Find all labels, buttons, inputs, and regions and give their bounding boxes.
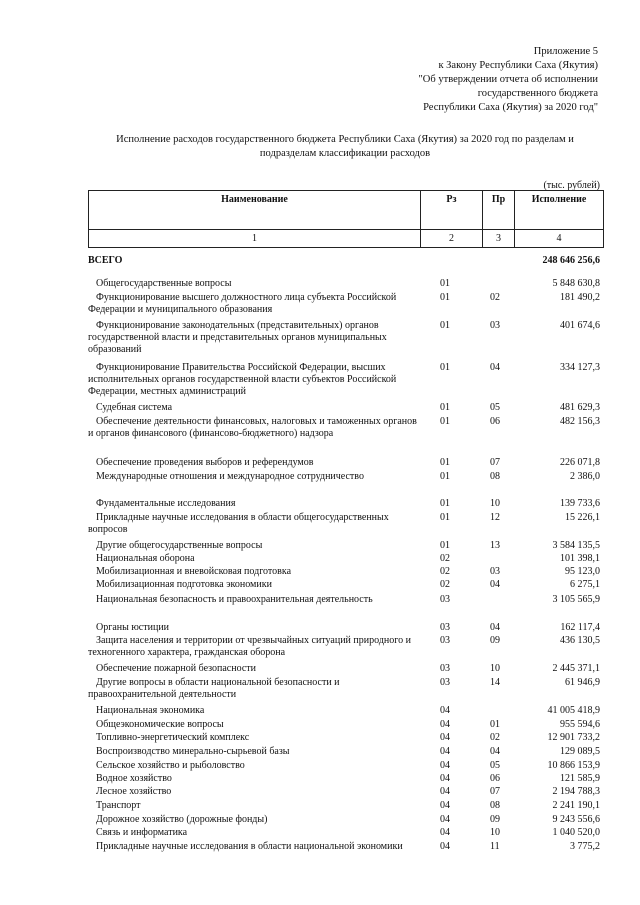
row-value: 334 127,3 bbox=[560, 362, 600, 373]
row-name: Международные отношения и международное сотрудничество bbox=[96, 471, 364, 482]
row-section-code: 01 bbox=[440, 540, 450, 551]
appendix-line: "Об утверждении отчета об исполнении bbox=[418, 74, 598, 85]
row-subsection-code: 10 bbox=[490, 827, 500, 838]
row-value: 2 241 190,1 bbox=[552, 800, 600, 811]
row-name: Судебная система bbox=[96, 402, 173, 413]
row-name: Защита населения и территории от чрезвычайных ситуаций природного и техногенного характера, гражданская оборона bbox=[88, 635, 411, 658]
row-value: 436 130,5 bbox=[560, 635, 600, 646]
row-subsection-code: 08 bbox=[490, 800, 500, 811]
row-name: Общегосударственные вопросы bbox=[96, 278, 232, 289]
document-title: Исполнение расходов государственного бюджета Республики Саха (Якутия) за 2020 год по разделам и подразделам классификации расходов bbox=[116, 134, 574, 159]
row-name: ВСЕГО bbox=[88, 255, 123, 266]
row-value: 401 674,6 bbox=[560, 320, 600, 331]
row-value: 3 775,2 bbox=[570, 841, 600, 852]
row-value: 3 584 135,5 bbox=[552, 540, 600, 551]
row-value: 61 946,9 bbox=[565, 677, 600, 688]
row-value: 95 123,0 bbox=[565, 566, 600, 577]
row-subsection-code: 04 bbox=[490, 746, 500, 757]
row-subsection-code: 09 bbox=[490, 814, 500, 825]
appendix-line: Приложение 5 bbox=[533, 46, 598, 57]
row-name: Функционирование Правительства Российской Федерации, высших исполнительных органов государственной власти субъектов Российской Федерации, местных администраций bbox=[88, 362, 397, 397]
header-num-1: 1 bbox=[252, 233, 257, 244]
row-value: 955 594,6 bbox=[560, 719, 600, 730]
row-name: Связь и информатика bbox=[96, 827, 188, 838]
row-name: Транспорт bbox=[96, 800, 141, 811]
row-subsection-code: 01 bbox=[490, 719, 500, 730]
row-section-code: 04 bbox=[440, 814, 450, 825]
row-subsection-code: 10 bbox=[490, 498, 500, 509]
row-value: 2 386,0 bbox=[570, 471, 600, 482]
header-rz: Рз bbox=[446, 194, 457, 205]
row-value: 10 866 153,9 bbox=[547, 760, 600, 771]
header-value: Исполнение bbox=[531, 194, 587, 205]
row-section-code: 01 bbox=[440, 292, 450, 303]
row-subsection-code: 03 bbox=[490, 320, 500, 331]
header-num-4: 4 bbox=[556, 233, 562, 244]
row-name: Топливно-энергетический комплекс bbox=[96, 732, 250, 743]
row-name: Воспроизводство минерально-сырьевой базы bbox=[96, 746, 290, 757]
row-subsection-code: 13 bbox=[490, 540, 500, 551]
row-name: Другие общегосударственные вопросы bbox=[96, 540, 263, 551]
row-value: 482 156,3 bbox=[560, 416, 600, 427]
header-name: Наименование bbox=[221, 194, 288, 205]
row-subsection-code: 04 bbox=[490, 362, 500, 373]
header-num-3: 3 bbox=[496, 233, 501, 244]
row-value: 1 040 520,0 bbox=[552, 827, 600, 838]
row-value: 101 398,1 bbox=[560, 553, 600, 564]
row-section-code: 01 bbox=[440, 457, 450, 468]
row-subsection-code: 05 bbox=[490, 402, 500, 413]
appendix-line: государственного бюджета bbox=[477, 88, 598, 99]
units-label: (тыс. рублей) bbox=[543, 180, 600, 191]
row-section-code: 02 bbox=[440, 553, 450, 564]
row-value: 226 071,8 bbox=[560, 457, 600, 468]
row-value: 121 585,9 bbox=[560, 773, 600, 784]
row-subsection-code: 03 bbox=[490, 566, 500, 577]
row-name: Лесное хозяйство bbox=[96, 786, 172, 797]
row-section-code: 04 bbox=[440, 760, 450, 771]
row-name: Фундаментальные исследования bbox=[96, 498, 236, 509]
row-subsection-code: 05 bbox=[490, 760, 500, 771]
row-value: 129 089,5 bbox=[560, 746, 600, 757]
row-subsection-code: 08 bbox=[490, 471, 500, 482]
row-value: 248 646 256,6 bbox=[542, 255, 600, 266]
row-section-code: 03 bbox=[440, 635, 450, 646]
row-value: 3 105 565,9 bbox=[552, 594, 600, 605]
row-name: Сельское хозяйство и рыболовство bbox=[96, 760, 245, 771]
row-section-code: 01 bbox=[440, 362, 450, 373]
row-subsection-code: 14 bbox=[490, 677, 500, 688]
row-section-code: 04 bbox=[440, 841, 450, 852]
row-section-code: 03 bbox=[440, 622, 450, 633]
row-section-code: 01 bbox=[440, 402, 450, 413]
row-subsection-code: 07 bbox=[490, 457, 500, 468]
row-subsection-code: 04 bbox=[490, 622, 500, 633]
row-value: 481 629,3 bbox=[560, 402, 600, 413]
row-name: Другие вопросы в области национальной безопасности и правоохранительной деятельности bbox=[88, 677, 340, 700]
row-subsection-code: 10 bbox=[490, 663, 500, 674]
row-name: Функционирование законодательных (представительных) органов государственной власти и представительных органов муниципальных образований bbox=[88, 320, 387, 355]
row-subsection-code: 02 bbox=[490, 732, 500, 743]
row-section-code: 02 bbox=[440, 566, 450, 577]
appendix-line: Республики Саха (Якутия) за 2020 год" bbox=[423, 102, 598, 113]
row-section-code: 04 bbox=[440, 827, 450, 838]
row-value: 2 194 788,3 bbox=[552, 786, 600, 797]
row-section-code: 02 bbox=[440, 579, 450, 590]
row-value: 5 848 630,8 bbox=[552, 278, 600, 289]
row-value: 9 243 556,6 bbox=[552, 814, 600, 825]
row-name: Обеспечение деятельности финансовых, налоговых и таможенных органов и органов финансового (финансово-бюджетного) надзора bbox=[88, 416, 417, 439]
row-section-code: 04 bbox=[440, 705, 450, 716]
row-section-code: 04 bbox=[440, 746, 450, 757]
row-name: Функционирование высшего должностного лица субъекта Российской Федерации и муниципального образования bbox=[88, 292, 397, 315]
row-subsection-code: 07 bbox=[490, 786, 500, 797]
row-section-code: 01 bbox=[440, 471, 450, 482]
header-num-2: 2 bbox=[449, 233, 454, 244]
row-section-code: 04 bbox=[440, 786, 450, 797]
row-subsection-code: 11 bbox=[490, 841, 500, 852]
row-name: Обеспечение проведения выборов и референдумов bbox=[96, 457, 314, 468]
row-section-code: 04 bbox=[440, 773, 450, 784]
row-value: 6 275,1 bbox=[570, 579, 600, 590]
row-name: Общеэкономические вопросы bbox=[96, 719, 224, 730]
row-name: Национальная экономика bbox=[96, 705, 205, 716]
appendix-line: к Закону Республики Саха (Якутия) bbox=[438, 60, 598, 71]
row-section-code: 01 bbox=[440, 512, 450, 523]
row-value: 12 901 733,2 bbox=[547, 732, 600, 743]
row-subsection-code: 04 bbox=[490, 579, 500, 590]
row-subsection-code: 12 bbox=[490, 512, 500, 523]
row-section-code: 01 bbox=[440, 278, 450, 289]
row-section-code: 01 bbox=[440, 498, 450, 509]
row-subsection-code: 02 bbox=[490, 292, 500, 303]
row-name: Дорожное хозяйство (дорожные фонды) bbox=[96, 814, 268, 825]
row-name: Водное хозяйство bbox=[96, 773, 172, 784]
row-section-code: 03 bbox=[440, 677, 450, 688]
row-name: Органы юстиции bbox=[96, 622, 170, 633]
row-value: 41 005 418,9 bbox=[547, 705, 600, 716]
row-section-code: 01 bbox=[440, 320, 450, 331]
row-subsection-code: 06 bbox=[490, 773, 500, 784]
row-section-code: 03 bbox=[440, 663, 450, 674]
row-value: 139 733,6 bbox=[560, 498, 600, 509]
row-name: Мобилизационная подготовка экономики bbox=[96, 579, 272, 590]
row-name: Мобилизационная и вневойсковая подготовка bbox=[96, 566, 292, 577]
row-subsection-code: 06 bbox=[490, 416, 500, 427]
row-name: Национальная оборона bbox=[96, 553, 195, 564]
row-name: Прикладные научные исследования в области национальной экономики bbox=[96, 841, 403, 852]
row-subsection-code: 09 bbox=[490, 635, 500, 646]
row-name: Национальная безопасность и правоохранительная деятельность bbox=[96, 594, 373, 605]
row-section-code: 04 bbox=[440, 719, 450, 730]
row-section-code: 04 bbox=[440, 800, 450, 811]
row-value: 181 490,2 bbox=[560, 292, 600, 303]
row-value: 15 226,1 bbox=[565, 512, 600, 523]
row-name: Обеспечение пожарной безопасности bbox=[96, 663, 257, 674]
row-section-code: 01 bbox=[440, 416, 450, 427]
row-section-code: 04 bbox=[440, 732, 450, 743]
row-value: 2 445 371,1 bbox=[552, 663, 600, 674]
row-name: Прикладные научные исследования в области общегосударственных вопросов bbox=[88, 512, 389, 535]
header-pr: Пр bbox=[491, 194, 506, 205]
row-section-code: 03 bbox=[440, 594, 450, 605]
row-value: 162 117,4 bbox=[560, 622, 600, 633]
